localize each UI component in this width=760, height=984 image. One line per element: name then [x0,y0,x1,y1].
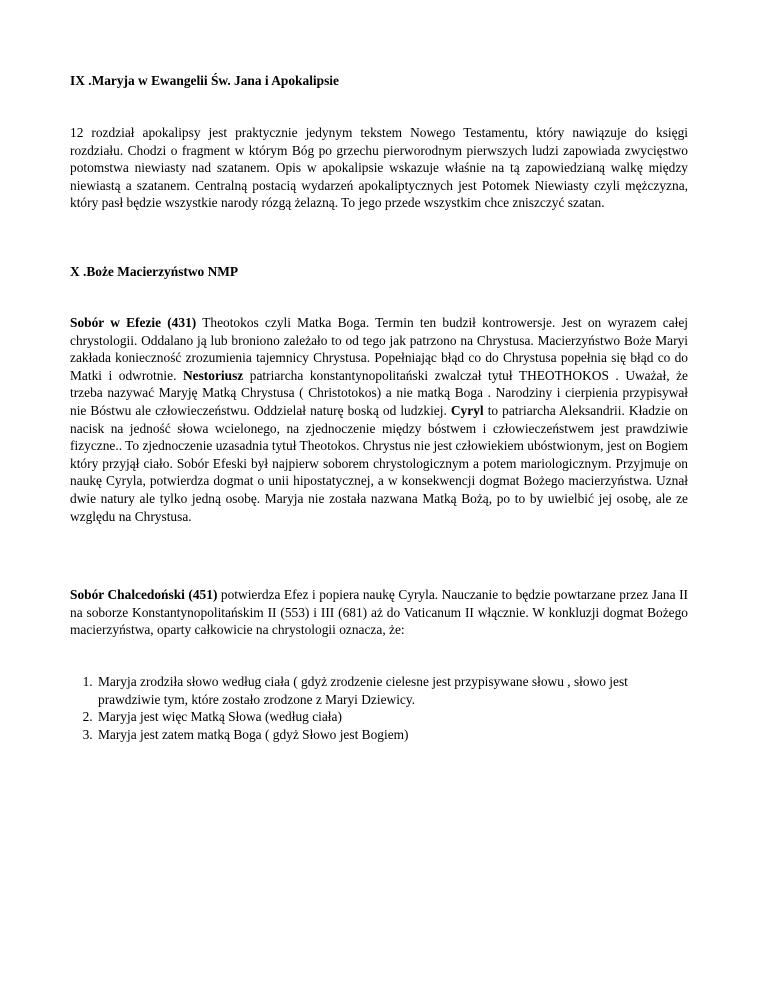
efez-text-2: patriarcha konstantynopolitański zwalczał tytuł THEOTHOKOS . Uważał, że trzeba nazywać Maryję Matką Chrystusa ( Christotokos) a nie matką Boga . Narodziny i cierpienia przypisywał nie Bóstwu ale człowieczeństwu. Oddzielał naturę boską od ludzkiej. [70,367,688,418]
cyryl-name: Cyryl [450,402,484,418]
efez-text-1: Theotokos czyli Matka Boga. Termin ten budził kontrowersje. Jest on wyrazem całej chrystologii. Oddalano ją lub broniono zależało to od tego jak patrzono na Chrystusa. Macierzyństwo Boże Maryi zakłada konieczność zrozumienia tajemnicy Chrystusa. Popełniając błąd co do Chrystusa popełnia się błąd co do Matki i odwrotnie. [70,315,688,383]
nestoriusz-name: Nestoriusz [182,367,244,383]
chalcedon-paragraph [70,586,688,639]
list-item: 3. Maryja jest zatem matką Boga ( gdyż Słowo jest Bogiem) [96,726,688,744]
efez-text-3: to patriarcha Aleksandrii. Kładzie on nacisk na jedność słowa wcielonego, na zjednoczenie między bóstwem i człowieczeństwem jest prawdziwie fizyczne.. To zjednoczenie uzasadnia tytuł Theotokos. Chrystus nie jest człowiekiem ubóstwionym, jest on Bogiem który przyjął ciało. Sobór Efeski był najpierw soborem chrystologicznym a potem mariologicznym. Przyjmuje on naukę Cyryla, potwierdza dogmat o unii hipostatycznej, a w konsekwencji dogmat Bożego macierzyństwa. Uznał dwie natury ale tylko jedną osobę. Maryja nie została nazwana Matką Bożą, po to by uwielbić jej osobę, ale ze względu na Chrystusa. [70,402,688,524]
chalcedon-title: Sobór Chalcedoński (451) [70,587,218,602]
efez-paragraph [70,314,688,525]
efez-title: Sobór w Efezie (431) [70,315,197,330]
conclusion-list [70,673,688,743]
section-ix-paragraph: 12 rozdział apokalipsy jest praktycznie jedynym tekstem Nowego Testamentu, który nawiązuje do księgi rozdziału. Chodzi o fragment w którym Bóg po grzechu pierworodnym pierwszych ludzi zapowiada zwycięstwo potomstwa niewiasty nad szatanem. Opis w apokalipsie wskazuje właśnie na tą zapowiedzianą walkę między niewiastą a szatanem. Centralną postacią wydarzeń apokaliptycznych jest Potomek Niewiasty czyli mężczyzna, który pasł będzie wszystkie narody rózgą żelazną. To jego przede wszystkim chce zniszczyć szatan. [70,125,688,211]
list-item: 1. Maryja zrodziła słowo według ciała ( gdyż zrodzenie cielesne jest przypisywane słowu , słowo jest prawdziwie tym, które zostało zrodzone z Maryi Dziewicy. [96,673,688,708]
chalcedon-text: potwierdza Efez i popiera naukę Cyryla. Nauczanie to będzie powtarzane przez Jana II na soborze Konstantynopolitańskim II (553) i III (681) aż do Vaticanum II włącznie. W konkluzji dogmat Bożego macierzyństwa, oparty całkowicie na chrystologii oznacza, że: [70,587,688,638]
list-item: 2. Maryja jest więc Matką Słowa (według ciała) [96,708,688,726]
section-x-heading: X .Boże Macierzyństwo NMP [70,264,239,279]
section-ix-heading: IX .Maryja w Ewangelii Św. Jana i Apokalipsie [70,73,339,88]
